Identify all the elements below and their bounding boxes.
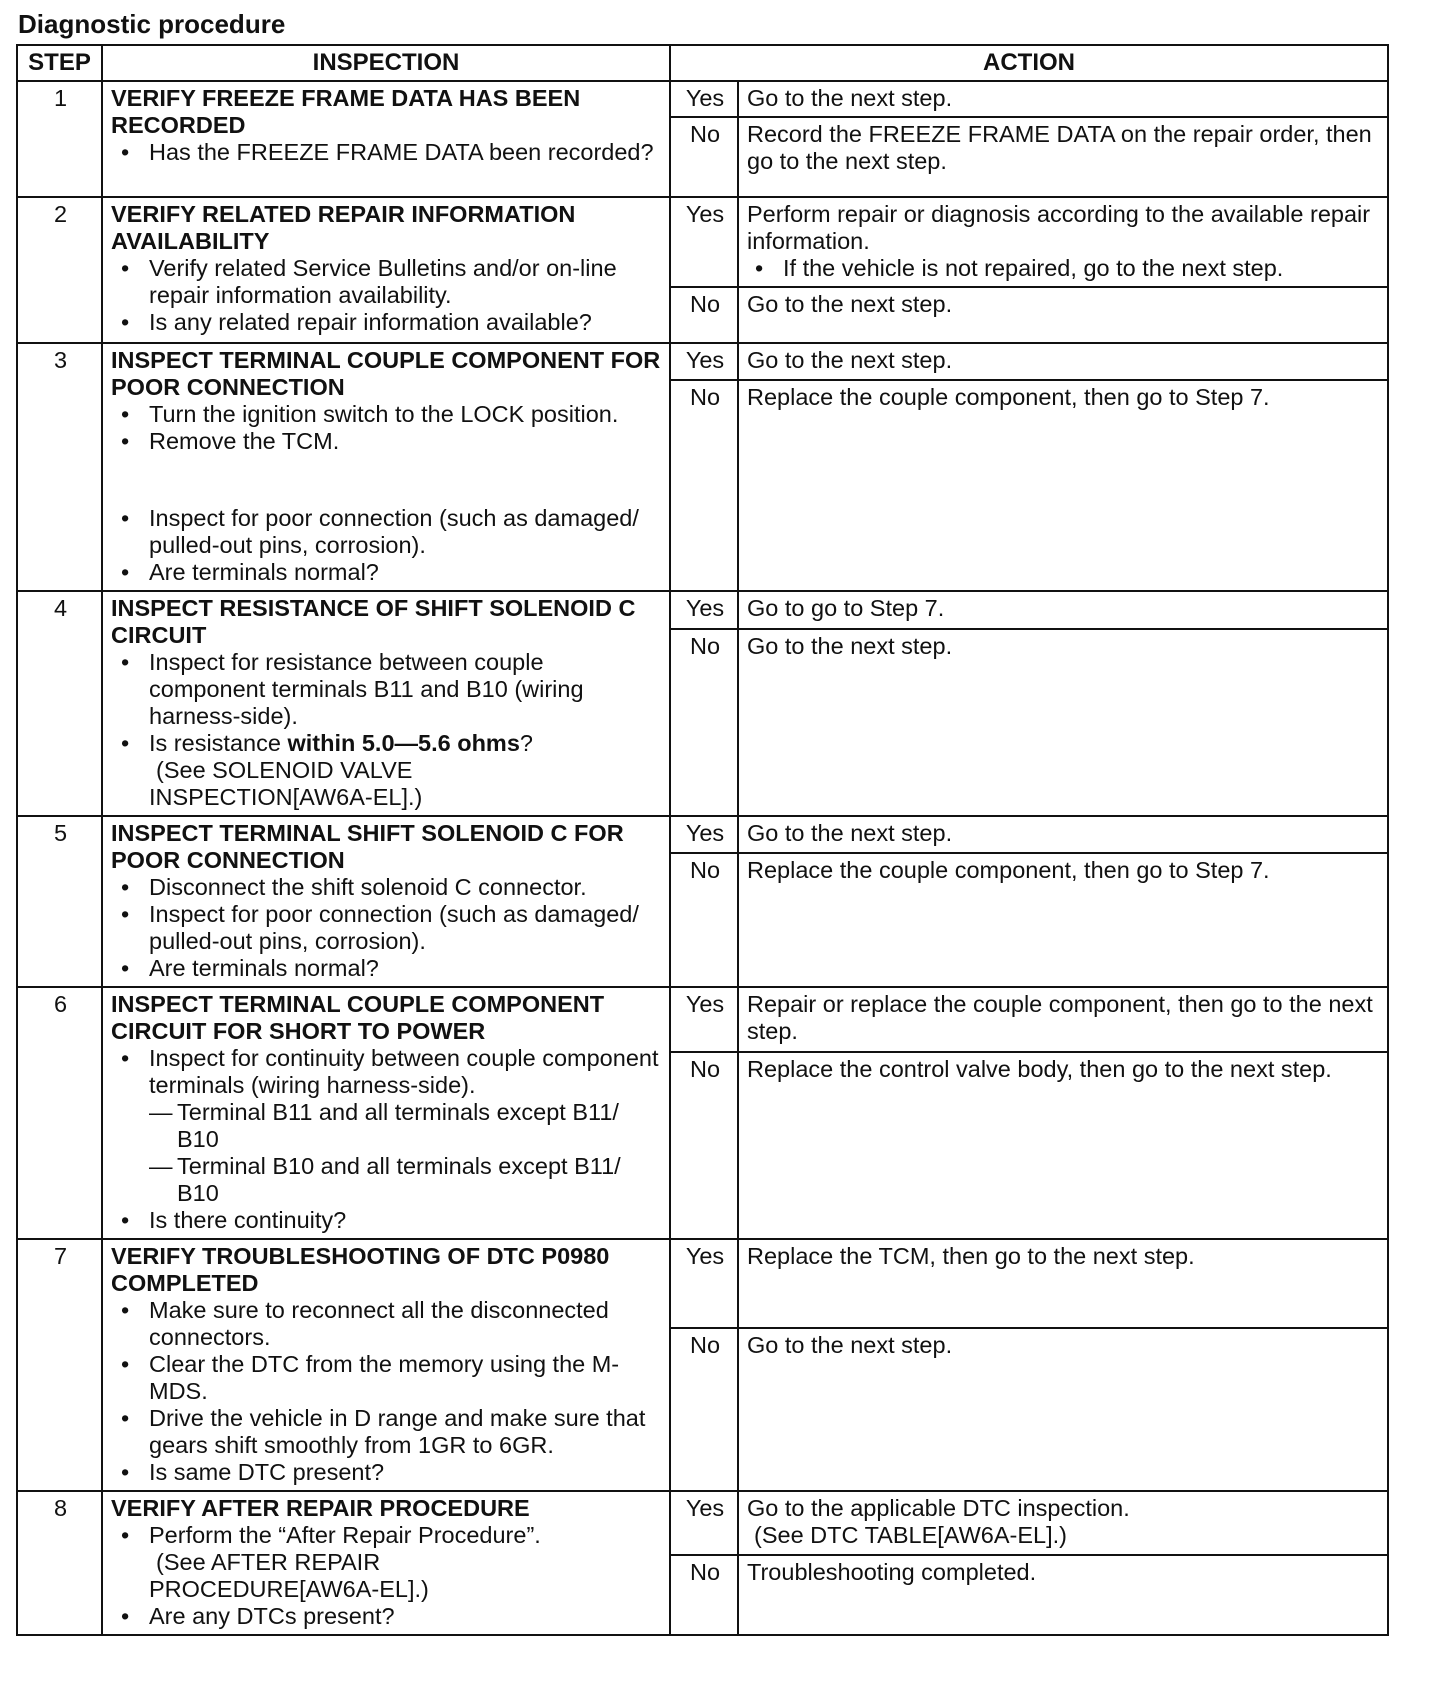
step-inspection [102, 987, 670, 1239]
no-action: Replace the couple component, then go to Step 7. [738, 380, 1388, 591]
sub-text: Terminal B10 and all terminals except B11/ B10 [177, 1153, 621, 1206]
inspection-bullet: • Inspect for resistance between couple component terminals B11 and B10 (wiring harness-side). [111, 649, 663, 730]
no-label: No [670, 1328, 738, 1491]
inspection-bullet: • Inspect for poor connection (such as damaged/ pulled-out pins, corrosion). [111, 505, 663, 559]
bullet-text: Perform the “After Repair Procedure”. [149, 1522, 541, 1548]
step-inspection [102, 343, 670, 591]
step-inspection [102, 1491, 670, 1635]
step-number: 1 [17, 81, 102, 197]
no-action: Go to the next step. [738, 287, 1388, 343]
step-number: 5 [17, 816, 102, 987]
inspection-bullet [111, 730, 663, 811]
step-number: 2 [17, 197, 102, 343]
reference-link-cont[interactable]: PROCEDURE[AW6A-EL].) [149, 1576, 429, 1602]
reference-link[interactable]: (See SOLENOID VALVE [156, 757, 413, 783]
yes-label: Yes [670, 197, 738, 287]
inspection-bullets [111, 1297, 663, 1486]
inspection-title: INSPECT TERMINAL SHIFT SOLENOID C FOR POOR CONNECTION [111, 820, 624, 873]
step-5-yes-row [17, 816, 1388, 853]
terminal-sub-item [111, 1153, 663, 1207]
no-label: No [670, 629, 738, 816]
yes-action: Go to go to Step 7. [738, 591, 1388, 629]
inspection-bullet [111, 1522, 663, 1603]
step-number: 4 [17, 591, 102, 816]
step-inspection [102, 81, 670, 197]
yes-action-bullet: • If the vehicle is not repaired, go to the next step. [747, 255, 1381, 282]
step-1-yes-row [17, 81, 1388, 117]
step-3-yes-row [17, 343, 1388, 380]
inspection-bullet: • Has the FREEZE FRAME DATA been recorded? [111, 139, 663, 166]
no-label: No [670, 287, 738, 343]
yes-action-text: Go to the applicable DTC inspection. [747, 1495, 1130, 1521]
no-label: No [670, 1052, 738, 1239]
inspection-title: INSPECT TERMINAL COUPLE COMPONENT FOR POOR CONNECTION [111, 347, 661, 400]
step-7-yes-row [17, 1239, 1388, 1328]
yes-label: Yes [670, 591, 738, 629]
inspection-bullet: • Are terminals normal? [111, 955, 663, 982]
inspection-bullet: • Turn the ignition switch to the LOCK position. [111, 401, 663, 428]
sub-dash: — [149, 1153, 173, 1179]
no-action: Replace the control valve body, then go to the next step. [738, 1052, 1388, 1239]
inspection-bullet: • Are any DTCs present? [111, 1603, 663, 1630]
reference-link[interactable]: (See DTC TABLE[AW6A-EL].) [754, 1522, 1067, 1548]
inspection-bullet: • Clear the DTC from the memory using the M-MDS. [111, 1351, 663, 1405]
no-action: Troubleshooting completed. [738, 1555, 1388, 1635]
step-8-yes-row [17, 1491, 1388, 1555]
inspection-bullets [111, 1207, 663, 1234]
inspection-bullet: • Are terminals normal? [111, 559, 663, 586]
header-action: ACTION [670, 45, 1388, 81]
table-header-row [17, 45, 1388, 81]
no-action: Go to the next step. [738, 1328, 1388, 1491]
question-prefix: Is resistance [149, 730, 288, 756]
yes-label: Yes [670, 987, 738, 1052]
figure-gap [111, 455, 663, 505]
step-number: 8 [17, 1491, 102, 1635]
inspection-bullets [111, 649, 663, 811]
no-label: No [670, 117, 738, 197]
inspection-bullet: • Is there continuity? [111, 1207, 663, 1234]
inspection-bullet: • Inspect for continuity between couple component terminals (wiring harness-side). [111, 1045, 663, 1099]
step-number: 6 [17, 987, 102, 1239]
inspection-title: INSPECT RESISTANCE OF SHIFT SOLENOID C CIRCUIT [111, 595, 636, 648]
step-inspection [102, 591, 670, 816]
yes-label: Yes [670, 1491, 738, 1555]
step-inspection [102, 197, 670, 343]
yes-action: Go to the next step. [738, 81, 1388, 117]
yes-action [738, 1491, 1388, 1555]
inspection-bullet: • Verify related Service Bulletins and/or on-line repair information availability. [111, 255, 663, 309]
inspection-title: VERIFY RELATED REPAIR INFORMATION AVAILABILITY [111, 201, 576, 254]
yes-action-text: Perform repair or diagnosis according to the available repair information. [747, 201, 1371, 254]
no-label: No [670, 853, 738, 987]
yes-action [738, 197, 1388, 287]
inspection-bullets [111, 1045, 663, 1099]
inspection-bullet: • Disconnect the shift solenoid C connector. [111, 874, 663, 901]
inspection-bullet: • Inspect for poor connection (such as damaged/ pulled-out pins, corrosion). [111, 901, 663, 955]
diagnostic-procedure-table [16, 44, 1389, 1636]
yes-label: Yes [670, 81, 738, 117]
inspection-bullet: • Is same DTC present? [111, 1459, 663, 1486]
step-inspection [102, 1239, 670, 1491]
step-2-yes-row [17, 197, 1388, 287]
yes-action: Go to the next step. [738, 816, 1388, 853]
step-4-yes-row [17, 591, 1388, 629]
reference-link-cont[interactable]: INSPECTION[AW6A-EL].) [149, 784, 423, 810]
inspection-bullets [111, 874, 663, 982]
step-inspection [102, 816, 670, 987]
inspection-bullet: • Remove the TCM. [111, 428, 663, 455]
yes-action: Repair or replace the couple component, then go to the next step. [738, 987, 1388, 1052]
no-label: No [670, 1555, 738, 1635]
reference-link[interactable]: (See AFTER REPAIR [156, 1549, 381, 1575]
inspection-bullets [111, 1522, 663, 1630]
sub-dash: — [149, 1099, 173, 1125]
yes-label: Yes [670, 1239, 738, 1328]
step-number: 3 [17, 343, 102, 591]
inspection-bullet: • Make sure to reconnect all the disconnected connectors. [111, 1297, 663, 1351]
inspection-title: INSPECT TERMINAL COUPLE COMPONENT CIRCUIT FOR SHORT TO POWER [111, 991, 605, 1044]
no-action: Go to the next step. [738, 629, 1388, 816]
yes-action: Go to the next step. [738, 343, 1388, 380]
inspection-title: VERIFY FREEZE FRAME DATA HAS BEEN RECORDED [111, 85, 581, 138]
yes-label: Yes [670, 816, 738, 853]
inspection-title: VERIFY AFTER REPAIR PROCEDURE [111, 1495, 530, 1521]
inspection-bullets [111, 401, 663, 455]
inspection-bullets [111, 505, 663, 586]
inspection-title: VERIFY TROUBLESHOOTING OF DTC P0980 COMPLETED [111, 1243, 610, 1296]
step-number: 7 [17, 1239, 102, 1491]
step-6-yes-row [17, 987, 1388, 1052]
no-label: No [670, 380, 738, 591]
yes-action: Replace the TCM, then go to the next step. [738, 1239, 1388, 1328]
header-step: STEP [17, 45, 102, 81]
no-action: Record the FREEZE FRAME DATA on the repair order, then go to the next step. [738, 117, 1388, 197]
inspection-bullets [111, 139, 663, 166]
page-title: Diagnostic procedure [18, 9, 286, 39]
header-inspection: INSPECTION [102, 45, 670, 81]
terminal-sub-item [111, 1099, 663, 1153]
sub-text: Terminal B11 and all terminals except B11/ B10 [177, 1099, 619, 1152]
inspection-bullet: • Drive the vehicle in D range and make sure that gears shift smoothly from 1GR to 6GR. [111, 1405, 663, 1459]
inspection-bullets [111, 255, 663, 336]
yes-label: Yes [670, 343, 738, 380]
resistance-spec: within 5.0—5.6 ohms [287, 730, 520, 756]
question-suffix: ? [519, 730, 533, 756]
no-action: Replace the couple component, then go to Step 7. [738, 853, 1388, 987]
inspection-bullet: • Is any related repair information available? [111, 309, 663, 336]
